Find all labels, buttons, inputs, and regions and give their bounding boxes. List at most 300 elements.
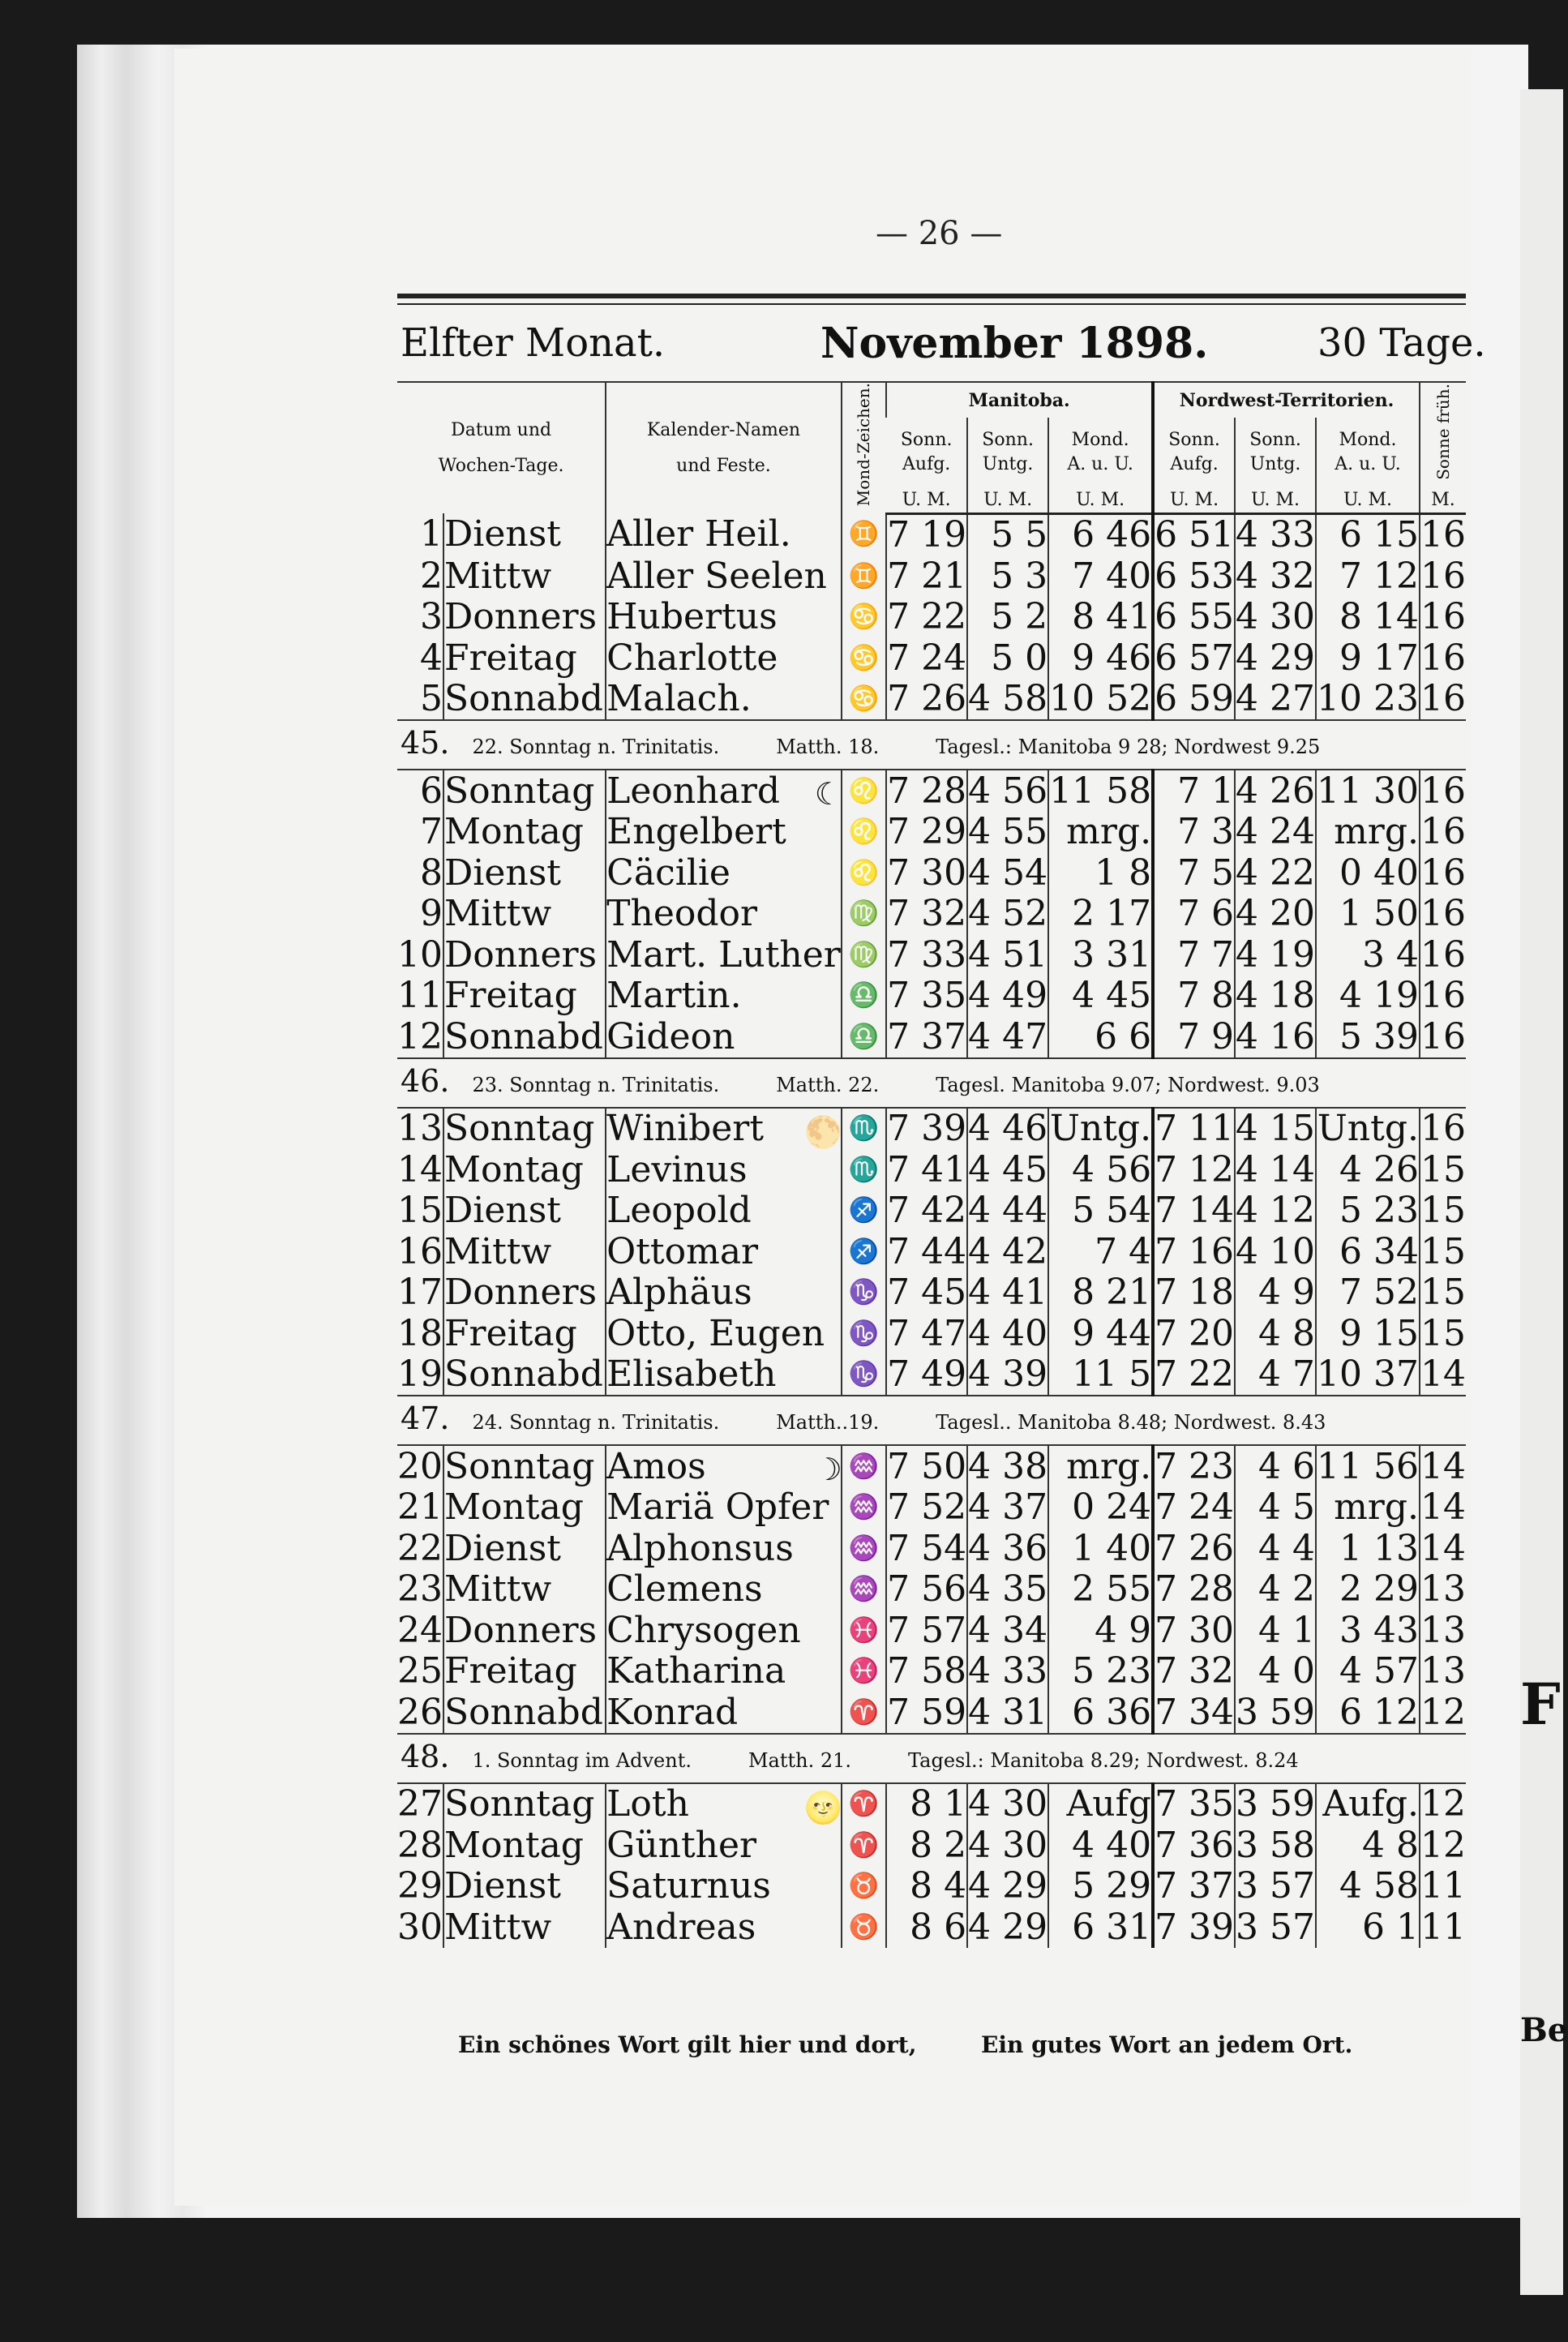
day-number: 8: [420, 851, 443, 894]
day-number: 7: [420, 811, 443, 852]
calendar-day-row: [397, 1651, 1466, 1692]
manitoba-sunrise: 7 33: [887, 933, 967, 976]
col-header-mond: Mond. A. u. U.: [1316, 418, 1420, 487]
weekday: Mittw: [443, 894, 606, 935]
nordwest-sunset: 4 16: [1236, 1015, 1316, 1057]
col-header-sonne-frueh: Sonne früh.: [1420, 382, 1466, 487]
nordwest-moon: Untg.: [1317, 1108, 1419, 1149]
calendar-name-cell: [606, 513, 842, 555]
saint-name: Theodor: [606, 893, 758, 934]
sun-early-minutes: 16: [1420, 678, 1466, 719]
manitoba-sunrise: 7 54: [887, 1527, 967, 1569]
nordwest-moon: Aufg.: [1316, 1783, 1420, 1825]
calendar-day-row: [397, 1445, 1466, 1487]
day-number: 21: [397, 1486, 443, 1528]
sun-early-minutes: 15: [1420, 1190, 1466, 1231]
manitoba-sunset: 4 40: [968, 1312, 1048, 1354]
calendar-day-row: [397, 1272, 1466, 1314]
day-number: 23: [397, 1568, 443, 1610]
saint-name: Alphäus: [606, 1272, 752, 1313]
calendar-name-cell: [606, 1610, 842, 1651]
manitoba-sunset: 4 44: [968, 1190, 1048, 1231]
manitoba-sunset: 4 58: [968, 678, 1048, 719]
nordwest-sunset: 4 14: [1236, 1148, 1316, 1190]
calendar-day-row: [397, 1487, 1466, 1529]
zodiac-sign-icon: ♍: [842, 894, 886, 935]
saint-name: Konrad: [606, 1691, 739, 1733]
manitoba-sunset: 4 30: [968, 1783, 1048, 1825]
manitoba-moon: 0 24: [1048, 1487, 1153, 1529]
weekday: Montag: [443, 1825, 606, 1866]
calendar-day-row: [397, 555, 1466, 597]
manitoba-sunrise: 7 26: [887, 678, 967, 719]
calendar-name-cell: [606, 1445, 842, 1487]
nordwest-sunset: 4 6: [1235, 1445, 1316, 1487]
manitoba-sunrise: 7 32: [887, 893, 967, 934]
sun-early-minutes: 16: [1420, 975, 1466, 1016]
weekday: Sonntag: [443, 1783, 606, 1825]
col-header-datum: Datum und Wochen-Tage.: [397, 382, 606, 513]
manitoba-sunset: 5 3: [967, 555, 1048, 597]
day-number: 16: [397, 1230, 443, 1272]
manitoba-sunset: 5 0: [967, 637, 1048, 679]
nordwest-sunrise: 7 18: [1155, 1272, 1235, 1313]
manitoba-sunset: 4 42: [968, 1230, 1048, 1272]
col-header-zeichen: Mond-Zeichen.: [842, 382, 886, 513]
nordwest-moon: 5 23: [1316, 1190, 1420, 1232]
manitoba-moon: mrg.: [1048, 812, 1153, 853]
weekday: Sonnabd: [443, 1016, 606, 1058]
saint-name: Loth: [606, 1783, 689, 1825]
saint-name: Otto, Eugen: [606, 1312, 825, 1354]
manitoba-sunrise: 7 59: [887, 1691, 967, 1733]
manitoba-sunrise: 7 56: [887, 1568, 967, 1610]
manitoba-sunrise: 7 30: [887, 851, 967, 894]
nordwest-sunset: 4 32: [1236, 555, 1316, 597]
manitoba-sunrise: 7 21: [887, 555, 967, 597]
col-header-manitoba: Manitoba.: [886, 382, 1153, 418]
sunday-name: 24. Sonntag n. Trinitatis.: [472, 1411, 720, 1435]
saint-name: Gideon: [606, 1015, 735, 1057]
manitoba-moon: 2 55: [1048, 1569, 1153, 1611]
nordwest-moon: 1 50: [1316, 894, 1420, 935]
day-number: 24: [397, 1609, 443, 1651]
manitoba-sunset: 4 29: [968, 1906, 1048, 1948]
manitoba-sunrise: 7 28: [887, 770, 967, 812]
weekday: Donners: [443, 597, 606, 638]
nordwest-sunset: 4 10: [1236, 1230, 1316, 1272]
weekday: Dienst: [443, 1866, 606, 1907]
nordwest-sunset: 4 22: [1236, 851, 1316, 894]
manitoba-sunrise: 7 57: [887, 1609, 967, 1651]
calendar-day-row: [397, 812, 1466, 853]
manitoba-sunset: 4 49: [968, 975, 1048, 1016]
manitoba-moon: 6 6: [1048, 1016, 1153, 1058]
calendar-name-cell: [606, 852, 842, 894]
weekday: Dienst: [443, 513, 606, 555]
weekday: Montag: [443, 1487, 606, 1529]
facing-page-letter: Be: [1520, 2011, 1568, 2049]
sun-early-minutes: 15: [1420, 1272, 1466, 1313]
nordwest-sunset: 4 7: [1235, 1354, 1316, 1396]
manitoba-moon: 6 31: [1048, 1907, 1153, 1948]
day-length: Tagesl. Manitoba 9.07; Nordwest. 9.03: [936, 1073, 1320, 1096]
nordwest-sunrise: 6 55: [1155, 596, 1235, 637]
saint-name: Chrysogen: [606, 1609, 801, 1651]
saint-name: Ottomar: [606, 1230, 759, 1272]
zodiac-sign-icon: ♒: [842, 1487, 886, 1529]
nordwest-moon: 8 14: [1316, 597, 1420, 638]
calendar-name-cell: [606, 1190, 842, 1232]
zodiac-sign-icon: ♋: [842, 637, 886, 679]
saint-name: Levinus: [606, 1148, 748, 1190]
zodiac-sign-icon: ♌: [842, 770, 886, 812]
nordwest-sunrise: 7 30: [1155, 1609, 1235, 1651]
calendar-name-cell: [606, 1016, 842, 1058]
nordwest-sunrise: 7 35: [1155, 1783, 1235, 1825]
sun-early-minutes: 15: [1420, 1312, 1466, 1354]
manitoba-sunset: 4 51: [968, 933, 1048, 976]
weekday: Donners: [443, 1272, 606, 1314]
manitoba-sunset: 4 38: [968, 1445, 1048, 1487]
nordwest-moon: 4 19: [1316, 976, 1420, 1017]
weekday: Dienst: [443, 852, 606, 894]
manitoba-sunset: 4 35: [968, 1568, 1048, 1610]
col-header-sonnenuntergang: Sonn. Untg.: [1235, 418, 1316, 487]
week-number: 45.: [401, 725, 450, 761]
nordwest-sunrise: 7 24: [1155, 1486, 1235, 1528]
manitoba-sunrise: 7 19: [887, 514, 967, 555]
footer-verse-left: Ein schönes Wort gilt hier und dort,: [458, 2031, 917, 2058]
sun-early-minutes: 11: [1420, 1865, 1466, 1907]
calendar-day-row: [397, 1692, 1466, 1734]
nordwest-sunset: 4 33: [1236, 514, 1316, 555]
nordwest-sunset: 3 57: [1236, 1865, 1316, 1907]
week-number: 48.: [401, 1738, 450, 1774]
nordwest-sunset: 4 20: [1236, 893, 1316, 934]
nordwest-sunrise: 6 57: [1155, 637, 1235, 679]
calendar-day-row: [397, 1866, 1466, 1907]
nordwest-sunrise: 7 37: [1155, 1865, 1235, 1907]
facing-page-letter: F: [1520, 1671, 1561, 1738]
manitoba-sunrise: 8 4: [886, 1866, 967, 1907]
nordwest-sunset: 3 58: [1236, 1824, 1316, 1866]
day-number: 30: [397, 1906, 443, 1948]
gospel-reading: Matth..19.: [776, 1411, 880, 1435]
calendar-day-row: [397, 1610, 1466, 1651]
nordwest-sunrise: 7 14: [1155, 1190, 1235, 1231]
manitoba-sunrise: 7 52: [887, 1486, 967, 1528]
sun-early-minutes: 15: [1420, 1148, 1466, 1190]
zodiac-sign-icon: ♉: [842, 1866, 886, 1907]
calendar-day-row: [397, 1313, 1466, 1354]
manitoba-sunset: 4 45: [968, 1148, 1048, 1190]
manitoba-moon: 7 4: [1048, 1231, 1153, 1272]
saint-name: Aller Seelen: [606, 555, 827, 597]
day-number: 2: [420, 555, 443, 597]
zodiac-sign-icon: ♑: [842, 1354, 886, 1396]
weekday: Mittw: [443, 555, 606, 597]
week-number: 47.: [401, 1400, 450, 1437]
sun-early-minutes: 12: [1420, 1691, 1466, 1733]
manitoba-moon: 10 52: [1049, 678, 1152, 719]
calendar-name-cell: [606, 1651, 842, 1692]
sun-early-minutes: 16: [1420, 851, 1466, 894]
sunday-name: 1. Sonntag im Advent.: [472, 1748, 692, 1772]
col-header-sonnenaufgang: Sonn. Aufg.: [1153, 418, 1235, 487]
day-number: 14: [397, 1148, 443, 1190]
nordwest-sunset: 4 30: [1236, 596, 1316, 637]
zodiac-sign-icon: ♐: [842, 1190, 886, 1232]
calendar-name-cell: [606, 679, 842, 721]
weekday: Freitag: [443, 1313, 606, 1354]
sun-early-minutes: 14: [1420, 1527, 1466, 1569]
saint-name: Leopold: [606, 1190, 752, 1231]
weekday: Donners: [443, 1610, 606, 1651]
calendar-day-row: [397, 1190, 1466, 1232]
nordwest-sunset: 4 5: [1235, 1487, 1316, 1529]
zodiac-sign-icon: ♒: [842, 1445, 886, 1487]
nordwest-sunrise: 7 3: [1153, 812, 1235, 853]
day-length: Tagesl.. Manitoba 8.48; Nordwest. 8.43: [936, 1411, 1326, 1435]
sun-early-minutes: 16: [1420, 933, 1466, 976]
zodiac-sign-icon: ♌: [842, 852, 886, 894]
day-number: 5: [420, 678, 443, 719]
calendar-day-row: [397, 852, 1466, 894]
day-number: 1: [420, 513, 443, 555]
nordwest-sunset: 4 27: [1236, 678, 1316, 719]
manitoba-sunset: 4 39: [968, 1353, 1048, 1395]
nordwest-moon: 9 15: [1316, 1313, 1420, 1354]
nordwest-moon: 3 43: [1316, 1610, 1420, 1651]
manitoba-sunrise: 7 58: [887, 1650, 967, 1692]
zodiac-sign-icon: ♓: [842, 1651, 886, 1692]
manitoba-sunset: 4 30: [968, 1824, 1048, 1866]
col-unit: U. M.: [967, 487, 1048, 513]
calendar-day-row: [397, 679, 1466, 721]
zodiac-sign-icon: ♐: [842, 1231, 886, 1272]
saint-name: Andreas: [606, 1906, 756, 1948]
nordwest-moon: 1 13: [1316, 1528, 1420, 1569]
weekday: Dienst: [443, 1190, 606, 1232]
day-number: 17: [397, 1272, 443, 1313]
calendar-day-row: [397, 1569, 1466, 1611]
manitoba-sunset: 4 55: [968, 811, 1048, 852]
day-number: 11: [397, 975, 443, 1016]
month-days: 30 Tage.: [1317, 320, 1486, 366]
saint-name: Aller Heil.: [606, 513, 791, 555]
calendar-day-row: [397, 597, 1466, 638]
manitoba-sunrise: 7 49: [887, 1353, 967, 1395]
nordwest-sunrise: 7 39: [1155, 1906, 1235, 1948]
manitoba-moon: mrg.: [1048, 1445, 1153, 1487]
manitoba-moon: 1 8: [1048, 852, 1153, 894]
nordwest-sunset: 4 2: [1235, 1569, 1316, 1611]
nordwest-moon: 11 56: [1317, 1445, 1419, 1487]
zodiac-sign-icon: ♏: [842, 1108, 886, 1150]
day-number: 9: [420, 893, 443, 934]
zodiac-sign-icon: ♈: [842, 1692, 886, 1734]
nordwest-sunset: 4 19: [1236, 933, 1316, 976]
nordwest-moon: 4 57: [1316, 1651, 1420, 1692]
saint-name: Clemens: [606, 1568, 763, 1610]
manitoba-moon: Aufg: [1048, 1783, 1153, 1825]
day-number: 6: [420, 770, 443, 812]
saint-name: Charlotte: [606, 637, 778, 679]
nordwest-sunrise: 7 34: [1155, 1691, 1235, 1733]
weekday: Freitag: [443, 976, 606, 1017]
sun-early-minutes: 11: [1420, 1906, 1466, 1948]
manitoba-sunrise: 8 1: [886, 1783, 967, 1825]
saint-name: Hubertus: [606, 596, 778, 637]
nordwest-sunrise: 7 6: [1153, 894, 1235, 935]
zodiac-sign-icon: ♈: [842, 1783, 886, 1825]
zodiac-sign-icon: ♑: [842, 1313, 886, 1354]
manitoba-sunset: 4 31: [968, 1691, 1048, 1733]
sun-early-minutes: 15: [1420, 1230, 1466, 1272]
nordwest-sunset: 4 15: [1236, 1108, 1316, 1149]
manitoba-sunrise: 8 6: [886, 1907, 967, 1948]
zodiac-sign-icon: ♑: [842, 1272, 886, 1314]
manitoba-moon: 11 58: [1049, 770, 1152, 812]
week-number: 46.: [401, 1062, 450, 1099]
manitoba-moon: 4 45: [1048, 976, 1153, 1017]
manitoba-sunset: 4 29: [968, 1865, 1048, 1907]
gospel-reading: Matth. 21.: [748, 1748, 852, 1772]
moon-phase-icon: ☽: [814, 1452, 842, 1488]
sun-early-minutes: 16: [1420, 1108, 1466, 1149]
day-number: 10: [397, 933, 443, 976]
zodiac-sign-icon: ♋: [842, 679, 886, 721]
nordwest-sunrise: 7 9: [1153, 1016, 1235, 1058]
col-header-nordwest: Nordwest-Territorien.: [1153, 382, 1420, 418]
weekday: Sonnabd: [443, 679, 606, 721]
manitoba-sunrise: 7 37: [887, 1015, 967, 1057]
week-summary-row: [397, 1396, 1466, 1445]
zodiac-sign-icon: ♌: [842, 812, 886, 853]
sun-early-minutes: 13: [1420, 1609, 1466, 1651]
nordwest-moon: 6 1: [1316, 1907, 1420, 1948]
calendar-name-cell: [606, 1149, 842, 1190]
saint-name: Engelbert: [606, 811, 786, 852]
manitoba-sunset: 4 54: [968, 851, 1048, 894]
nordwest-sunset: 4 1: [1235, 1610, 1316, 1651]
sun-early-minutes: 16: [1420, 637, 1466, 679]
saint-name: Mart. Luther: [606, 933, 841, 976]
weekday: Sonntag: [443, 1445, 606, 1487]
nordwest-sunrise: 7 32: [1155, 1650, 1235, 1692]
weekday: Montag: [443, 812, 606, 853]
zodiac-sign-icon: ♓: [842, 1610, 886, 1651]
manitoba-sunrise: 7 24: [887, 637, 967, 679]
calendar-name-cell: [606, 1354, 842, 1396]
calendar-table: [397, 381, 1466, 1948]
calendar-day-row: [397, 934, 1466, 976]
sun-early-minutes: 16: [1420, 1015, 1466, 1057]
saint-name: Martin.: [606, 975, 742, 1016]
nordwest-sunrise: 7 1: [1153, 770, 1235, 812]
nordwest-moon: 4 26: [1316, 1149, 1420, 1190]
manitoba-moon: 5 29: [1048, 1866, 1153, 1907]
nordwest-sunrise: 7 23: [1155, 1445, 1235, 1487]
saint-name: Katharina: [606, 1650, 786, 1692]
manitoba-sunset: 4 56: [968, 770, 1048, 812]
calendar-day-row: [397, 1108, 1466, 1150]
nordwest-sunrise: 7 11: [1155, 1108, 1235, 1149]
nordwest-moon: mrg.: [1316, 1487, 1420, 1529]
sun-early-minutes: 13: [1420, 1650, 1466, 1692]
sun-early-minutes: 16: [1420, 893, 1466, 934]
day-length: Tagesl.: Manitoba 9 28; Nordwest 9.25: [936, 736, 1321, 759]
zodiac-sign-icon: ♏: [842, 1149, 886, 1190]
weekday: Sonnabd: [443, 1692, 606, 1734]
weekday: Mittw: [443, 1907, 606, 1948]
calendar-day-row: [397, 1528, 1466, 1569]
nordwest-moon: 0 40: [1316, 852, 1420, 894]
nordwest-sunrise: 7 16: [1155, 1230, 1235, 1272]
nordwest-moon: 6 12: [1316, 1692, 1420, 1734]
manitoba-sunset: 5 2: [967, 597, 1048, 638]
day-number: 3: [420, 596, 443, 637]
manitoba-moon: 7 40: [1048, 555, 1153, 597]
header-rule-thin: [397, 303, 1466, 305]
nordwest-moon: 7 12: [1316, 555, 1420, 597]
day-number: 19: [397, 1353, 443, 1395]
calendar-day-row: [397, 1231, 1466, 1272]
calendar-name-cell: [606, 976, 842, 1017]
sun-early-minutes: 13: [1420, 1568, 1466, 1610]
manitoba-sunset: 4 47: [968, 1015, 1048, 1057]
col-unit: U. M.: [886, 487, 967, 513]
month-ordinal: Elfter Monat.: [401, 320, 666, 366]
sun-early-minutes: 12: [1420, 1824, 1466, 1866]
nordwest-sunrise: 6 53: [1155, 555, 1235, 597]
manitoba-moon: 5 54: [1048, 1190, 1153, 1232]
nordwest-moon: 6 34: [1316, 1231, 1420, 1272]
sun-early-minutes: 16: [1420, 770, 1466, 812]
calendar-name-cell: [606, 1108, 842, 1150]
weekday: Dienst: [443, 1528, 606, 1569]
day-number: 4: [420, 637, 443, 679]
manitoba-sunrise: 7 29: [887, 811, 967, 852]
sun-early-minutes: 14: [1420, 1353, 1466, 1395]
manitoba-sunset: 4 34: [968, 1609, 1048, 1651]
day-number: 18: [397, 1312, 443, 1354]
zodiac-sign-icon: ♒: [842, 1528, 886, 1569]
sun-early-minutes: 16: [1420, 514, 1466, 555]
saint-name: Günther: [606, 1824, 757, 1866]
sunday-name: 22. Sonntag n. Trinitatis.: [472, 736, 720, 759]
calendar-day-row: [397, 637, 1466, 679]
manitoba-sunrise: 7 44: [887, 1230, 967, 1272]
day-number: 15: [397, 1190, 443, 1231]
nordwest-moon: 7 52: [1316, 1272, 1420, 1314]
manitoba-moon: 2 17: [1048, 894, 1153, 935]
manitoba-moon: 4 40: [1048, 1825, 1153, 1866]
manitoba-sunrise: 7 50: [887, 1445, 967, 1487]
nordwest-sunset: 4 9: [1235, 1272, 1316, 1314]
weekday: Mittw: [443, 1231, 606, 1272]
weekday: Sonnabd: [443, 1354, 606, 1396]
col-header-sonnenuntergang: Sonn. Untg.: [967, 418, 1048, 487]
nordwest-moon: mrg.: [1316, 812, 1420, 853]
nordwest-sunrise: 6 59: [1155, 678, 1235, 719]
nordwest-moon: 2 29: [1316, 1569, 1420, 1611]
calendar-day-row: [397, 770, 1466, 812]
calendar-name-cell: [606, 812, 842, 853]
manitoba-sunset: 4 52: [968, 893, 1048, 934]
nordwest-moon: 6 15: [1316, 513, 1420, 555]
